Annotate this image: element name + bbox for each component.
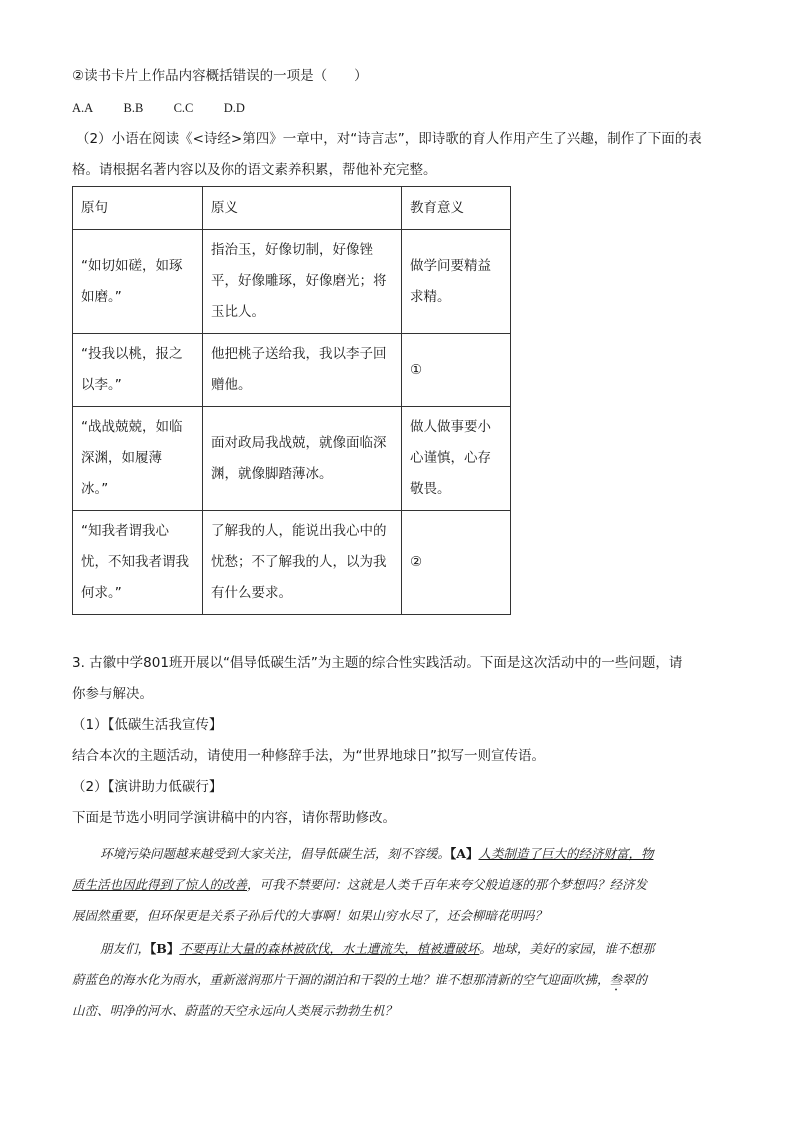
speech-p2-line2 (72, 964, 722, 995)
cell-line: 玉比人。 (211, 304, 265, 320)
cell-line: 以李。” (81, 377, 122, 393)
cell-line: 他把桃子送给我，我以李子回 (211, 346, 387, 362)
cell-line: 做学问要精益 (410, 257, 491, 274)
poetry-table (72, 186, 511, 615)
cell-line: 平，好像雕琢，好像磨光；将 (211, 273, 387, 289)
cell-line: 心谨慎，心存 (410, 450, 491, 466)
cell-line: 忧愁；不了解我的人，以为我 (211, 554, 387, 570)
emphasized-char: 叁 (609, 972, 623, 987)
speech-p1-line2 (72, 869, 722, 900)
q3-sub2-title: （2）【演讲助力低碳行】 (72, 779, 223, 795)
cell-original (73, 334, 203, 407)
cell-meaning (203, 407, 402, 511)
cell-line: “知我者谓我心 (81, 523, 169, 539)
speech-p2-line1 (72, 933, 722, 964)
option-b[interactable]: B.B (123, 101, 144, 115)
blank-marker: ① (410, 361, 423, 378)
cell-line: “战战兢兢，如临 (81, 419, 183, 435)
sub2-intro-line2: 格。请根据名著内容以及你的语文素养积累，帮他补充完整。 (72, 162, 437, 178)
table-row (73, 511, 511, 615)
cell-line: 冰。” (81, 481, 109, 497)
table-row (73, 334, 511, 407)
speech-text: 蔚蓝色的海水化为雨水，重新滋润那片干涸的湖泊和干裂的土地？谁不想那清新的空气迎面吹拂， (72, 972, 610, 987)
answer-blank-2[interactable] (402, 511, 511, 615)
speech-text: 朋友们， (100, 941, 151, 956)
answer-blank-1[interactable] (402, 334, 511, 407)
option-a[interactable]: A.A (72, 101, 94, 115)
blank-marker: ② (410, 554, 423, 570)
cell-education (402, 407, 511, 511)
cell-line: 面对政局我战兢，就像面临深 (211, 434, 387, 451)
cell-line: 深渊，如履薄 (81, 450, 162, 466)
cell-original (73, 511, 203, 615)
speech-p1-line3: 展固然重要，但环保更是关系子孙后代的大事啊！如果山穷水尽了，还会柳暗花明吗？ (72, 908, 548, 923)
cell-line: 做人做事要小 (410, 419, 491, 435)
sub2-intro-line1: （2）小语在阅读《<诗经>第四》一章中，对“诗言志”，即诗歌的育人作用产生了兴趣，制作了下面的表 (76, 131, 702, 147)
q3-sub1-title: （1）【低碳生活我宣传】 (72, 717, 223, 733)
question-prompt: ②读书卡片上作品内容概括错误的一项是（ ） (72, 68, 368, 84)
underlined-sentence-a: 人类制造了巨大的经济财富，物 (478, 846, 654, 861)
cell-line: “如切如磋，如琢 (81, 257, 183, 274)
speech-p1-line1 (72, 838, 722, 869)
answer-options (72, 98, 271, 118)
speech-text: 环境污染问题越来越受到大家关注，倡导低碳生活，刻不容缓。 (100, 846, 451, 861)
cell-line: 求精。 (410, 288, 451, 305)
table-header-row (73, 187, 511, 230)
cell-line: 如磨。” (81, 288, 122, 305)
underlined-sentence-b: 不要再让大量的森林被砍伐，水土遭流失，植被遭破坏 (179, 941, 480, 956)
header-education: 教育意义 (402, 187, 511, 230)
q3-sub1-text: 结合本次的主题活动，请使用一种修辞手法，为“世界地球日”拟写一则宣传语。 (72, 748, 545, 764)
speech-p2-line3: 山峦、明净的河水、蔚蓝的天空永远向人类展示勃勃生机？ (72, 1003, 398, 1018)
header-original: 原句 (73, 187, 203, 230)
table-row (73, 407, 511, 511)
option-c[interactable]: C.C (173, 101, 194, 115)
cell-line: 赠他。 (211, 377, 252, 393)
cell-line: 了解我的人，能说出我心中的 (211, 523, 387, 539)
cell-line: 何求。” (81, 585, 122, 601)
option-d[interactable]: D.D (223, 101, 245, 115)
underlined-sentence-a: 质生活也因此得到了惊人的改善 (72, 877, 248, 892)
cell-education (402, 230, 511, 334)
cell-original (73, 407, 203, 511)
marker-b: 【B】 (150, 941, 180, 956)
cell-line: 忧，不知我者谓我 (81, 554, 189, 570)
cell-line: 敬畏。 (410, 481, 451, 497)
cell-meaning (203, 334, 402, 407)
marker-a: 【A】 (450, 846, 479, 861)
cell-meaning (203, 230, 402, 334)
cell-line: 指治玉，好像切制，好像锉 (211, 242, 373, 258)
q3-line2: 你参与解决。 (72, 686, 153, 702)
q3-line1: 3. 古徽中学801班开展以“倡导低碳生活”为主题的综合性实践活动。下面是这次活动中的一些问题，请 (72, 655, 683, 671)
table-row (73, 230, 511, 334)
speech-text: ，可我不禁要问：这就是人类千百年来夸父般追逐的那个梦想吗？经济发 (247, 877, 648, 892)
q3-sub2-text: 下面是节选小明同学演讲稿中的内容，请你帮助修改。 (72, 810, 396, 826)
cell-line: “投我以桃，报之 (81, 346, 183, 362)
speech-text: 。地球，美好的家园，谁不想那 (479, 941, 655, 956)
header-meaning: 原义 (203, 187, 402, 230)
cell-line: 有什么要求。 (211, 585, 292, 601)
cell-line: 渊，就像脚踏薄冰。 (211, 465, 333, 482)
speech-text: 翠的 (622, 972, 648, 987)
cell-original (73, 230, 203, 334)
cell-meaning (203, 511, 402, 615)
